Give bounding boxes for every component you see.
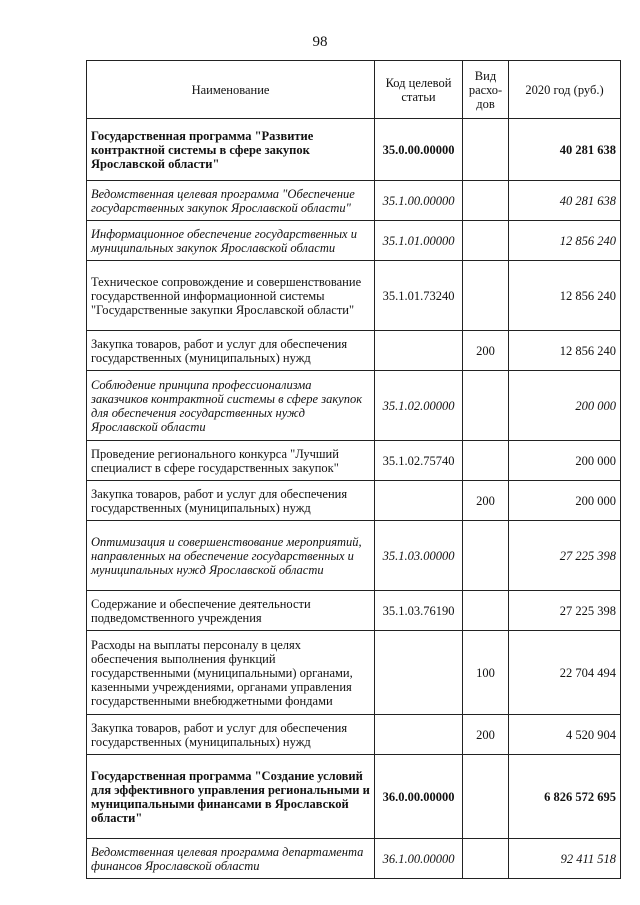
row-amount: 12 856 240 (509, 221, 621, 261)
row-name: Закупка товаров, работ и услуг для обеспечения государственных (муниципальных) нужд (87, 331, 375, 371)
table-row (87, 715, 621, 755)
budget-table (86, 60, 621, 879)
table-row (87, 441, 621, 481)
row-kind (463, 839, 509, 879)
table-row (87, 221, 621, 261)
header-code: Код целевой статьи (375, 61, 463, 119)
row-code: 35.1.01.00000 (375, 221, 463, 261)
row-code: 35.1.01.73240 (375, 261, 463, 331)
row-name: Проведение регионального конкурса "Лучший специалист в сфере государственных закупок" (87, 441, 375, 481)
row-kind: 200 (463, 715, 509, 755)
row-name: Оптимизация и совершенствование мероприятий, направленных на обеспечение государственных и муниципальных нужд Ярославской области (87, 521, 375, 591)
row-code: 35.1.00.00000 (375, 181, 463, 221)
row-name: Ведомственная целевая программа департамента финансов Ярославской области (87, 839, 375, 879)
row-amount: 6 826 572 695 (509, 755, 621, 839)
row-amount: 40 281 638 (509, 181, 621, 221)
row-kind (463, 441, 509, 481)
row-amount: 40 281 638 (509, 119, 621, 181)
table-row (87, 481, 621, 521)
row-name: Соблюдение принципа профессионализма заказчиков контрактной системы в сфере закупок для обеспечения государственных нужд Ярославской области (87, 371, 375, 441)
row-kind (463, 119, 509, 181)
row-code (375, 331, 463, 371)
row-code: 35.1.03.76190 (375, 591, 463, 631)
row-code (375, 715, 463, 755)
row-name: Закупка товаров, работ и услуг для обеспечения государственных (муниципальных) нужд (87, 481, 375, 521)
header-amount: 2020 год (руб.) (509, 61, 621, 119)
table-row (87, 631, 621, 715)
table-row (87, 839, 621, 879)
row-kind (463, 521, 509, 591)
row-name: Ведомственная целевая программа "Обеспечение государственных закупок Ярославской области" (87, 181, 375, 221)
row-name: Расходы на выплаты персоналу в целях обеспечения выполнения функций государственными (муниципальными) органами, казенными учреждениями, органами управления государственными внебюджетными фондами (87, 631, 375, 715)
row-amount: 200 000 (509, 441, 621, 481)
row-code: 35.1.02.00000 (375, 371, 463, 441)
row-amount: 92 411 518 (509, 839, 621, 879)
row-kind: 200 (463, 481, 509, 521)
row-name: Техническое сопровождение и совершенствование государственной информационной системы "Государственные закупки Ярославской области" (87, 261, 375, 331)
table-body (87, 119, 621, 879)
table-row (87, 119, 621, 181)
row-name: Информационное обеспечение государственных и муниципальных закупок Ярославской области (87, 221, 375, 261)
row-kind (463, 591, 509, 631)
row-kind: 100 (463, 631, 509, 715)
table-row (87, 521, 621, 591)
row-code: 36.0.00.00000 (375, 755, 463, 839)
row-name: Содержание и обеспечение деятельности подведомственного учреждения (87, 591, 375, 631)
row-code: 35.1.02.75740 (375, 441, 463, 481)
row-amount: 200 000 (509, 481, 621, 521)
row-amount: 27 225 398 (509, 591, 621, 631)
row-amount: 22 704 494 (509, 631, 621, 715)
row-code: 36.1.00.00000 (375, 839, 463, 879)
row-code (375, 631, 463, 715)
table-row (87, 331, 621, 371)
table-row (87, 261, 621, 331)
row-amount: 12 856 240 (509, 261, 621, 331)
row-amount: 12 856 240 (509, 331, 621, 371)
row-kind (463, 181, 509, 221)
row-amount: 27 225 398 (509, 521, 621, 591)
row-kind (463, 221, 509, 261)
row-code: 35.1.03.00000 (375, 521, 463, 591)
row-kind (463, 261, 509, 331)
table-header-row (87, 61, 621, 119)
row-name: Государственная программа "Развитие контрактной системы в сфере закупок Ярославской области" (87, 119, 375, 181)
row-kind (463, 755, 509, 839)
row-code (375, 481, 463, 521)
page-number: 98 (312, 34, 328, 50)
table-row (87, 371, 621, 441)
row-kind (463, 371, 509, 441)
header-kind: Вид расхо-дов (463, 61, 509, 119)
row-name: Закупка товаров, работ и услуг для обеспечения государственных (муниципальных) нужд (87, 715, 375, 755)
table-row (87, 755, 621, 839)
header-name: Наименование (87, 61, 375, 119)
row-kind: 200 (463, 331, 509, 371)
table-row (87, 181, 621, 221)
row-name: Государственная программа "Создание условий для эффективного управления региональными и муниципальными финансами в Ярославской области" (87, 755, 375, 839)
table-row (87, 591, 621, 631)
row-code: 35.0.00.00000 (375, 119, 463, 181)
row-amount: 200 000 (509, 371, 621, 441)
row-amount: 4 520 904 (509, 715, 621, 755)
